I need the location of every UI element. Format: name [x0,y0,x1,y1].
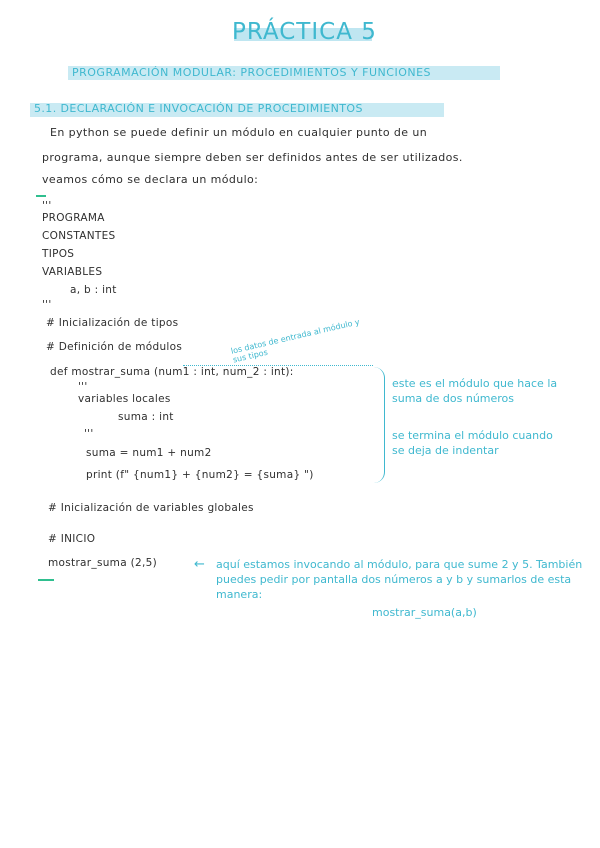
code-line: # INICIO [48,533,96,545]
code-line: variables locales [78,393,171,405]
margin-marker-top [36,195,46,197]
code-line: # Inicialización de variables globales [48,502,254,514]
code-line: # Inicialización de tipos [46,317,179,329]
end-note: se termina el módulo cuando se deja de indentar [392,429,553,457]
page-subtitle: PROGRAMACIÓN MODULAR: PROCEDIMIENTOS Y FUNCIONES [72,66,432,79]
code-line: def mostrar_suma (num1 : int, num_2 : int): [50,366,294,378]
code-line: CONSTANTES [42,230,116,242]
code-line: mostrar_suma (2,5) [48,557,157,569]
intro-line-1: En python se puede definir un módulo en cualquier punto de un [50,126,428,139]
code-line: # Definición de módulos [46,341,183,353]
code-line: PROGRAMA [42,212,105,224]
code-line: print (f" {num1} + {num2} = {suma} ") [86,469,314,481]
code-line: VARIABLES [42,266,103,278]
code-line: TIPOS [42,248,75,260]
param-note: los datos de entrada al módulo y sus tipos [230,317,361,365]
call-note: aquí estamos invocando al módulo, para que sume 2 y 5. También puedes pedir por pantalla dos números a y b y sumarlos de esta manera: [216,558,583,601]
code-line: a, b : int [70,284,117,296]
code-line: ''' [42,200,52,212]
code-line: ''' [42,299,52,311]
arrow-icon: ← [194,557,205,572]
page-title: PRÁCTICA 5 [232,19,377,45]
module-brace [374,367,385,483]
code-line: ''' [78,381,88,393]
code-line: suma = num1 + num2 [86,447,212,459]
code-line: suma : int [118,411,174,423]
section-heading: 5.1. DECLARACIÓN E INVOCACIÓN DE PROCEDIMIENTOS [34,102,363,115]
intro-line-3: veamos cómo se declara un módulo: [42,173,259,186]
intro-line-2: programa, aunque siempre deben ser definidos antes de ser utilizados. [42,151,463,164]
module-note: este es el módulo que hace la suma de dos números [392,377,558,405]
call-example: mostrar_suma(a,b) [372,606,477,619]
code-line: ''' [84,428,94,440]
margin-marker-bottom [38,579,54,581]
